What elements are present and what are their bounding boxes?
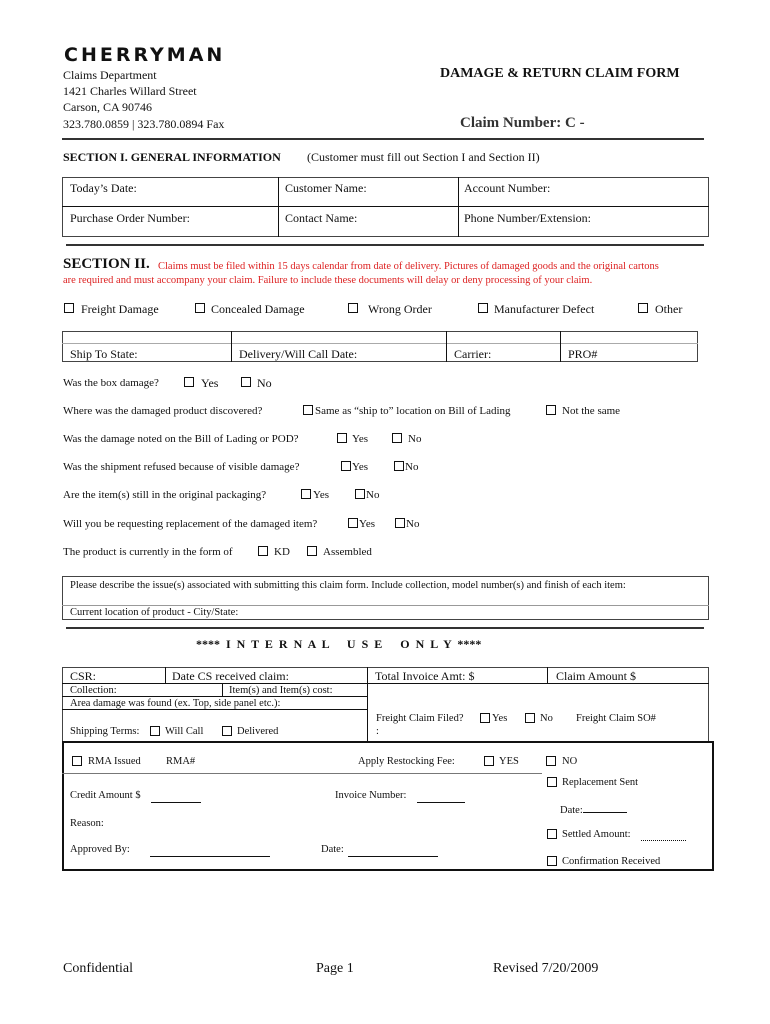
freight-filed-label: Freight Claim Filed? (376, 713, 464, 724)
date-cs-field[interactable]: Date CS received claim: (172, 669, 289, 683)
wrong-order-label: Wrong Order (368, 302, 432, 316)
confirmation-received-checkbox[interactable] (547, 856, 557, 866)
settled-amount-line[interactable] (641, 840, 686, 841)
assembled-checkbox[interactable] (307, 546, 317, 556)
contact-name-field[interactable]: Contact Name: (285, 211, 358, 225)
packaging-yes-label: Yes (313, 489, 330, 501)
replacement-no-label: No (406, 518, 420, 530)
internal-use-title: **** I N T E R N A L U S E O N L Y **** (196, 637, 482, 651)
restocking-no-checkbox[interactable] (546, 756, 556, 766)
wrong-order-checkbox[interactable] (348, 303, 358, 313)
credit-amount-label: Credit Amount $ (70, 790, 141, 801)
same-ship-to-label: Same as “ship to” location on Bill of Lading (315, 405, 511, 417)
freight-filed-no-label: No (540, 713, 553, 724)
credit-amount-line[interactable] (151, 802, 201, 803)
general-info-table (62, 177, 709, 237)
other-label: Other (655, 302, 683, 316)
noted-no-checkbox[interactable] (392, 433, 402, 443)
refused-no-checkbox[interactable] (394, 461, 404, 471)
footer-confidential: Confidential (63, 961, 133, 976)
kd-checkbox[interactable] (258, 546, 268, 556)
packaging-no-checkbox[interactable] (355, 489, 365, 499)
section2-notice-1: Claims must be filed within 15 days calendar from date of delivery. Pictures of damaged goods and the original cartons (158, 261, 659, 272)
q-discovered: Where was the damaged product discovered? (63, 405, 263, 417)
box-damage-no-checkbox[interactable] (241, 377, 251, 387)
restocking-yes-checkbox[interactable] (484, 756, 494, 766)
delivery-date-field[interactable]: Delivery/Will Call Date: (239, 347, 358, 361)
rma-issued-checkbox[interactable] (72, 756, 82, 766)
approved-by-line[interactable] (150, 856, 270, 857)
not-same-label: Not the same (562, 405, 621, 417)
claim-amount-field[interactable]: Claim Amount $ (556, 669, 637, 683)
kd-label: KD (274, 546, 290, 558)
todays-date-field[interactable]: Today’s Date: (70, 181, 137, 195)
rma-number-field[interactable]: RMA# (166, 756, 196, 767)
freight-colon: : (376, 726, 379, 737)
refused-no-label: No (405, 461, 419, 473)
approved-date-label: Date: (321, 844, 344, 855)
invoice-number-label: Invoice Number: (335, 790, 407, 801)
carrier-field[interactable]: Carrier: (454, 347, 492, 361)
delivered-label: Delivered (237, 726, 279, 737)
replacement-sent-checkbox[interactable] (547, 777, 557, 787)
freight-damage-checkbox[interactable] (64, 303, 74, 313)
concealed-damage-label: Concealed Damage (211, 302, 305, 316)
box-damage-no-label: No (257, 376, 272, 390)
describe-field[interactable]: Please describe the issue(s) associated with submitting this claim form. Include collection, model number(s) and finish of each item: (70, 580, 626, 591)
noted-yes-label: Yes (352, 433, 369, 445)
packaging-yes-checkbox[interactable] (301, 489, 311, 499)
concealed-damage-checkbox[interactable] (195, 303, 205, 313)
restocking-label: Apply Restocking Fee: (358, 756, 455, 767)
customer-name-field[interactable]: Customer Name: (285, 181, 367, 195)
replacement-date-label: Date: (560, 805, 583, 816)
approved-date-line[interactable] (348, 856, 438, 857)
will-call-label: Will Call (165, 726, 204, 737)
q-packaging: Are the item(s) still in the original packaging? (63, 489, 267, 501)
box-damage-yes-checkbox[interactable] (184, 377, 194, 387)
manufacturer-defect-label: Manufacturer Defect (494, 302, 595, 316)
phone-fax: 323.780.0859 | 323.780.0894 Fax (63, 117, 225, 131)
q-refused: Was the shipment refused because of visible damage? (63, 461, 300, 473)
header-divider (62, 138, 704, 140)
q-box-damage: Was the box damage? (63, 377, 159, 389)
pro-field[interactable]: PRO# (568, 347, 598, 361)
street-address: 1421 Charles Willard Street (63, 84, 197, 98)
section1-note: (Customer must fill out Section I and Section II) (307, 150, 540, 164)
claim-number: Claim Number: C - (460, 115, 585, 131)
shipping-terms-label: Shipping Terms: (70, 726, 140, 737)
noted-yes-checkbox[interactable] (337, 433, 347, 443)
refused-yes-label: Yes (352, 461, 369, 473)
total-invoice-field[interactable]: Total Invoice Amt: $ (375, 669, 475, 683)
items-cost-field[interactable]: Item(s) and Item(s) cost: (229, 685, 333, 696)
phone-ext-field[interactable]: Phone Number/Extension: (464, 211, 591, 225)
packaging-no-label: No (366, 489, 380, 501)
section1-title: SECTION I. GENERAL INFORMATION (63, 150, 281, 164)
confirmation-received-label: Confirmation Received (562, 856, 661, 867)
other-checkbox[interactable] (638, 303, 648, 313)
section2-notice-2: are required and must accompany your claim. Failure to include these documents will delay or deny processing of your claim. (63, 275, 593, 286)
not-same-checkbox[interactable] (546, 405, 556, 415)
csr-field[interactable]: CSR: (70, 669, 97, 683)
box-damage-yes-label: Yes (201, 376, 219, 390)
delivered-checkbox[interactable] (222, 726, 232, 736)
company-logo: CHERRYMAN (64, 44, 226, 66)
manufacturer-defect-checkbox[interactable] (478, 303, 488, 313)
location-field[interactable]: Current location of product - City/State: (70, 607, 239, 618)
section2-divider (66, 627, 704, 629)
po-number-field[interactable]: Purchase Order Number: (70, 211, 190, 225)
restocking-yes-label: YES (499, 756, 519, 767)
invoice-number-line[interactable] (417, 802, 465, 803)
reason-field[interactable]: Reason: (70, 818, 104, 829)
replacement-date-field[interactable] (560, 803, 627, 816)
replacement-yes-checkbox[interactable] (348, 518, 358, 528)
replacement-yes-label: Yes (359, 518, 376, 530)
claims-department: Claims Department (63, 68, 157, 82)
settled-amount-label: Settled Amount: (562, 829, 631, 840)
refused-yes-checkbox[interactable] (341, 461, 351, 471)
approved-by-label: Approved By: (70, 844, 130, 855)
same-ship-to-checkbox[interactable] (303, 405, 313, 415)
q-noted: Was the damage noted on the Bill of Lading or POD? (63, 433, 299, 445)
noted-no-label: No (408, 433, 422, 445)
account-number-field[interactable]: Account Number: (464, 181, 551, 195)
q-replacement: Will you be requesting replacement of the damaged item? (63, 518, 318, 530)
q-form: The product is currently in the form of (63, 546, 233, 558)
section2-title: SECTION II. (63, 256, 150, 272)
freight-so-field[interactable]: Freight Claim SO# (576, 713, 656, 724)
will-call-checkbox[interactable] (150, 726, 160, 736)
footer-revised: Revised 7/20/2009 (493, 961, 599, 976)
settled-amount-checkbox[interactable] (547, 829, 557, 839)
collection-field[interactable]: Collection: (70, 685, 117, 696)
replacement-no-checkbox[interactable] (395, 518, 405, 528)
city-address: Carson, CA 90746 (63, 100, 153, 114)
form-title: DAMAGE & RETURN CLAIM FORM (440, 66, 680, 81)
rma-issued-label: RMA Issued (88, 756, 141, 767)
shipping-table (62, 331, 698, 362)
restocking-no-label: NO (562, 756, 578, 767)
replacement-sent-label: Replacement Sent (562, 777, 639, 788)
area-damage-field[interactable]: Area damage was found (ex. Top, side panel etc.): (70, 698, 281, 709)
section1-divider (66, 244, 704, 246)
ship-to-state-field[interactable]: Ship To State: (70, 347, 138, 361)
footer-page: Page 1 (316, 961, 354, 976)
freight-filed-yes-checkbox[interactable] (480, 713, 490, 723)
freight-filed-no-checkbox[interactable] (525, 713, 535, 723)
assembled-label: Assembled (323, 546, 372, 558)
freight-filed-yes-label: Yes (492, 713, 508, 724)
freight-damage-label: Freight Damage (81, 302, 159, 316)
